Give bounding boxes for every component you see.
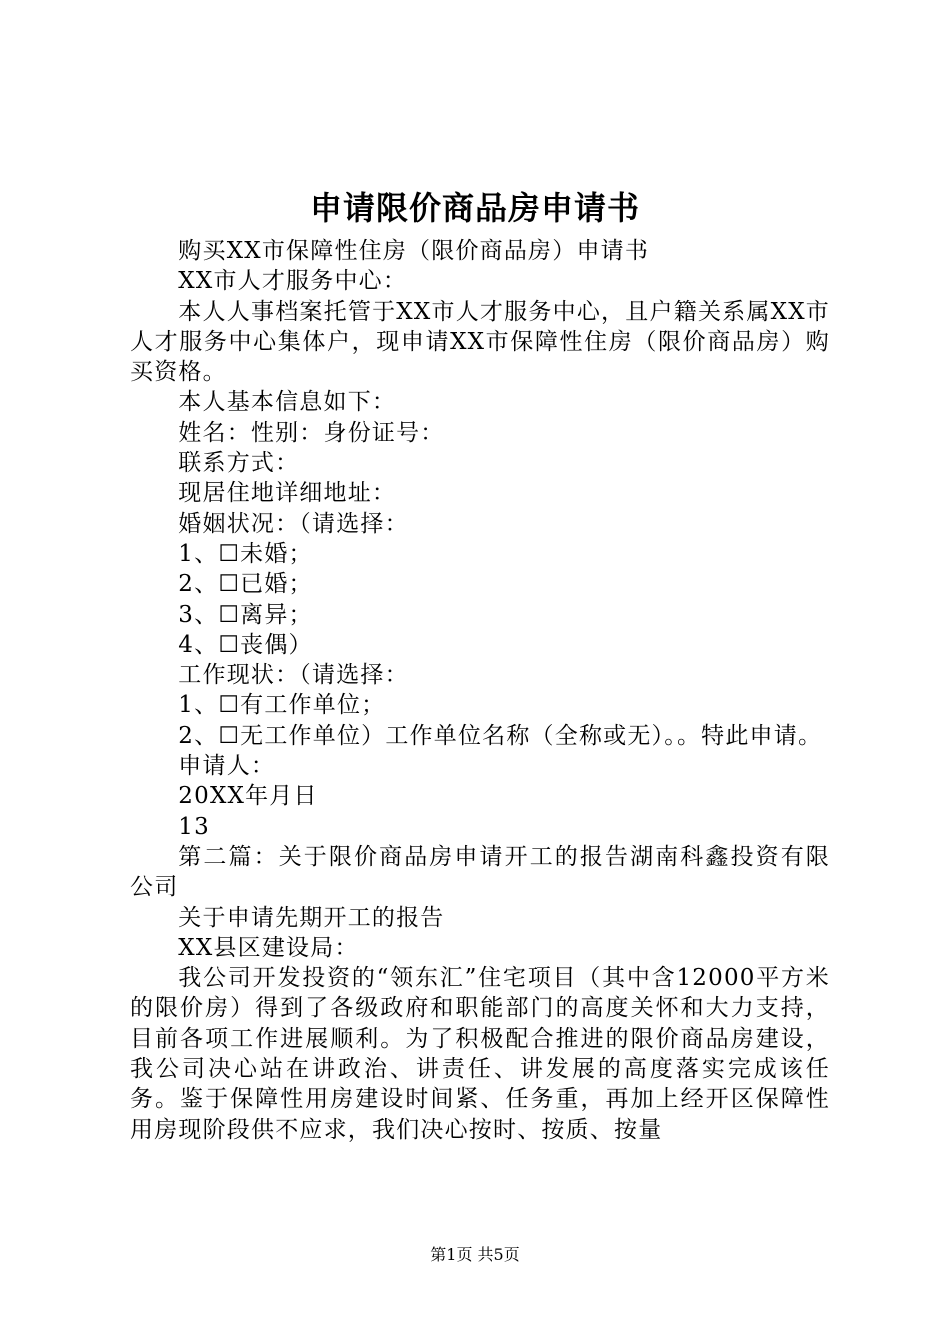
document-body: [130, 236, 830, 1145]
section-heading: 第二篇：关于限价商品房申请开工的报告湖南科鑫投资有限公司: [130, 843, 830, 901]
checkbox-option: 1、☐有工作单位；: [178, 692, 386, 719]
paragraph: 13: [178, 813, 210, 840]
checkbox-option: 2、☐无工作单位）工作单位名称（全称或无）。。特此申请。: [178, 722, 823, 749]
document-title: 申请限价商品房申请书: [309, 189, 640, 227]
paragraph: XX市人才服务中心：: [178, 268, 408, 295]
date-line: 20XX年月日: [178, 783, 318, 810]
paragraph: 本人基本信息如下：: [178, 389, 397, 416]
paragraph: 姓名：性别：身份证号：: [178, 419, 445, 446]
page-footer: 第1页 共5页: [430, 1245, 520, 1264]
checkbox-option: 3、☐离异；: [178, 601, 313, 628]
checkbox-option: 1、☐未婚；: [178, 540, 313, 567]
paragraph: 本人人事档案托管于XX市人才服务中心，且户籍关系属XX市人才服务中心集体户，现申请XX市保障性住房（限价商品房）购买资格。: [130, 298, 830, 386]
paragraph: 婚姻状况：（请选择：: [178, 510, 409, 537]
paragraph: 联系方式：: [178, 450, 300, 477]
paragraph: 我公司开发投资的“领东汇”住宅项目（其中含12000平方米的限价房）得到了各级政府和职能部门的高度关怀和大力支持，目前各项工作进展顺利。为了积极配合推进的限价商品房建设，我公司决心站在讲政治、讲责任、讲发展的高度落实完成该任务。鉴于保障性用房建设时间紧、任务重，再加上经开区保障性用房现阶段供不应求，我们决心按时、按质、按量: [130, 965, 830, 1143]
signature-line: 申请人：: [178, 753, 276, 780]
paragraph: 工作现状：（请选择：: [178, 662, 409, 689]
checkbox-option: 2、☐已婚；: [178, 571, 313, 598]
paragraph: 现居住地详细地址：: [178, 480, 397, 507]
paragraph: 购买XX市保障性住房（限价商品房）申请书: [178, 238, 650, 264]
paragraph: 关于申请先期开工的报告: [178, 904, 445, 931]
paragraph: XX县区建设局：: [178, 934, 359, 961]
checkbox-option: 4、☐丧偶）: [178, 631, 313, 658]
